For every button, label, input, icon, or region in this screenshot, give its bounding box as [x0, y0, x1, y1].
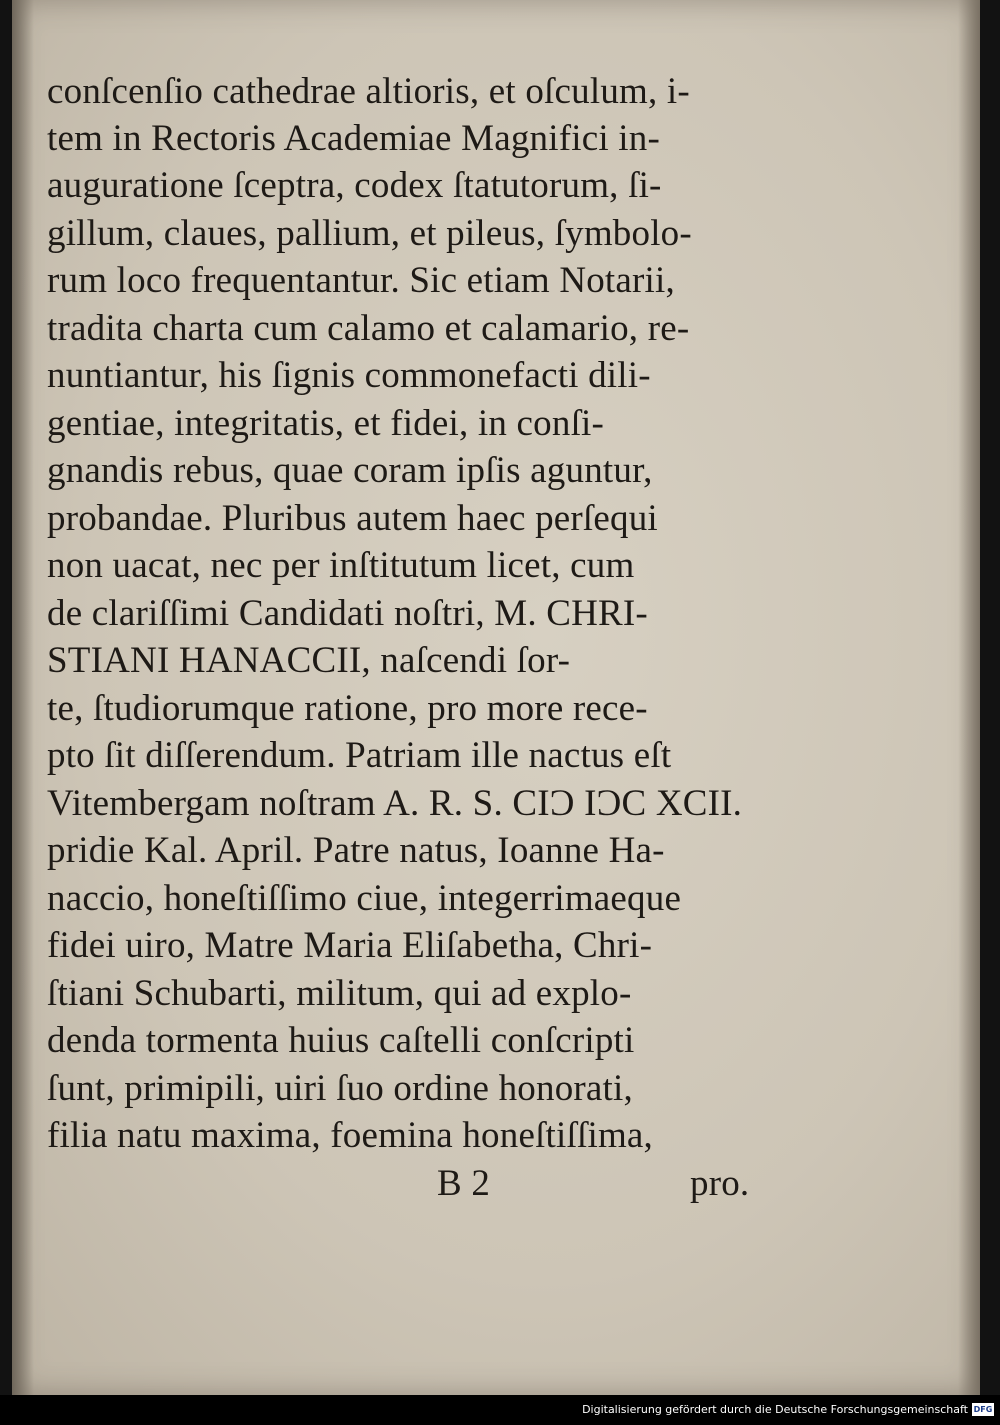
page-edge-left — [12, 0, 34, 1395]
text-line: te, ſtudiorumque ratione, pro more rece- — [47, 688, 648, 729]
text-line: gnandis rebus, quae coram ipſis aguntur, — [47, 450, 653, 491]
text-line: fidei uiro, Matre Maria Eliſabetha, Chri- — [47, 925, 653, 966]
footer-bar — [0, 1395, 1000, 1425]
text-line: rum loco frequentantur. Sic etiam Notarii, — [47, 260, 675, 301]
text-line: pto ſit diſſerendum. Patriam ille nactus eſt — [47, 735, 672, 776]
text-line: probandae. Pluribus autem haec perſequi — [47, 498, 658, 539]
text-line: tem in Rectoris Academiae Magnifici in- — [47, 118, 660, 159]
text-line: gillum, claues, pallium, et pileus, ſymbolo- — [47, 213, 692, 254]
catchword: pro. — [690, 1163, 750, 1204]
text-line: STIANI HANACCII, naſcendi ſor- — [47, 640, 571, 681]
text-line: tradita charta cum calamo et calamario, re- — [47, 308, 690, 349]
text-line: nuntiantur, his ſignis commonefacti dili- — [47, 355, 651, 396]
text-line: pridie Kal. April. Patre natus, Ioanne Ha- — [47, 830, 665, 871]
text-line: conſcenſio cathedrae altioris, et oſculum, i- — [47, 71, 690, 112]
dfg-logo: DFG — [973, 1405, 993, 1414]
text-line: auguratione ſceptra, codex ſtatutorum, ſi- — [47, 165, 662, 206]
text-line: ſunt, primipili, uiri ſuo ordine honorati, — [47, 1068, 633, 1109]
text-line: denda tormenta huius caſtelli conſcripti — [47, 1020, 635, 1061]
text-line: filia natu maxima, foemina honeſtiſſima, — [47, 1115, 653, 1156]
text-line: gentiae, integritatis, et fidei, in conſi- — [47, 403, 605, 444]
text-line: non uacat, nec per inſtitutum licet, cum — [47, 545, 635, 586]
signature-mark: B 2 — [437, 1163, 491, 1204]
footer-credit: Digitalisierung gefördert durch die Deutsche Forschungsgemeinschaft — [582, 1403, 968, 1416]
page-edge-right — [958, 0, 980, 1395]
text-line: ſtiani Schubarti, militum, qui ad explo- — [47, 973, 632, 1014]
text-line: Vitembergam noſtram A. R. S. CIƆ IƆC XCII. — [47, 783, 743, 824]
text-line: naccio, honeſtiſſimo ciue, integerrimaeque — [47, 878, 682, 919]
text-line: de clariſſimi Candidati noſtri, M. CHRI- — [47, 593, 648, 634]
